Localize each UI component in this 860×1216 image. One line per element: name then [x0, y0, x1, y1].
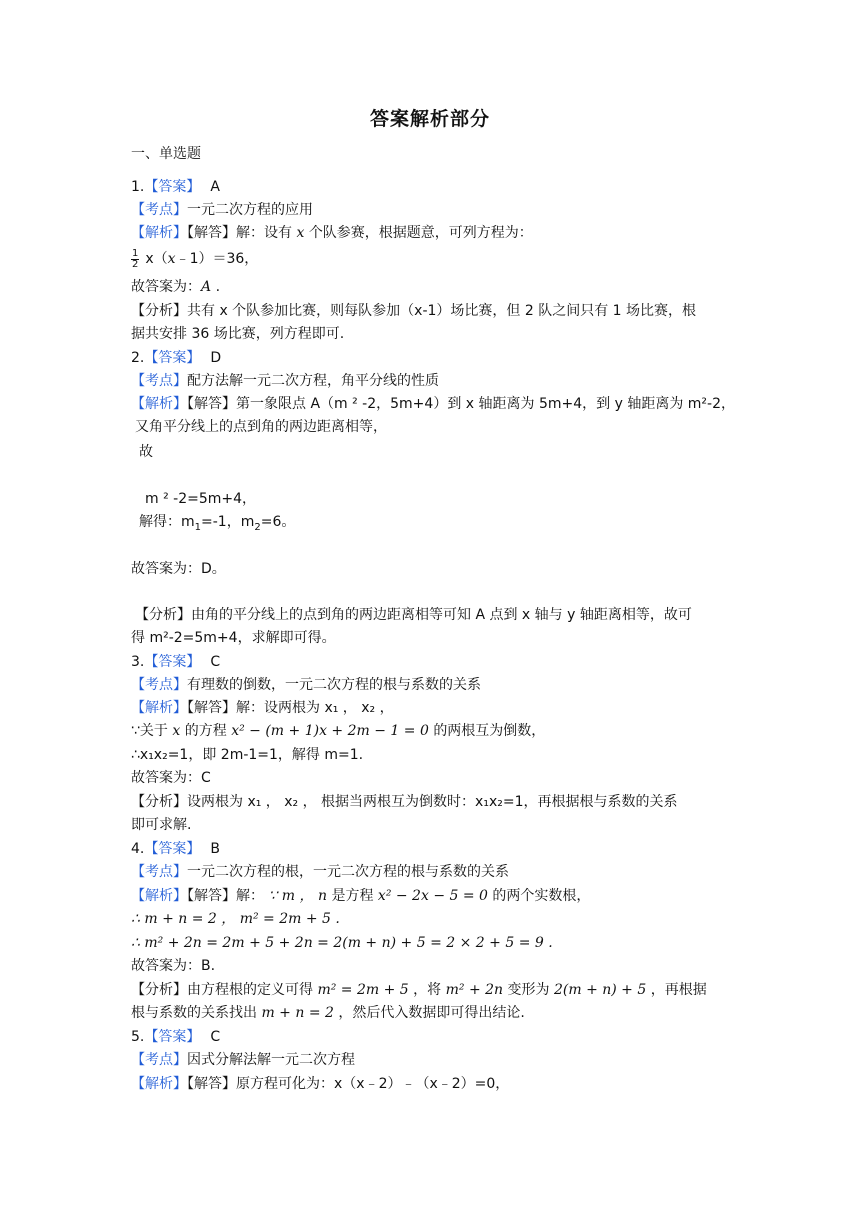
q4-final: 故答案为：B. — [131, 958, 216, 974]
q5-answer-line — [131, 1026, 220, 1048]
q2-reason-1: 由角的平分线上的点到角的两边距离相等可知 A 点到 x 轴与 y 轴距离相等，故可 — [191, 607, 692, 623]
q1-eq-a: x（ — [145, 251, 168, 267]
q4-reason-2b: ，然后代入数据即可得出结论. — [338, 1005, 525, 1021]
q1-point-line — [131, 199, 313, 221]
q2-reason-line-2: 得 m²-2=5m+4，求解即可得。 — [131, 630, 336, 646]
analysis-label: 【解析】 — [131, 1076, 187, 1092]
point-label: 【考点】 — [131, 1052, 187, 1068]
q2-sol-line-2: 又角平分线上的点到角的两边距离相等， — [135, 419, 387, 435]
q4-number: 4. — [131, 841, 145, 857]
q3-reason-line-2: 即可求解. — [131, 817, 192, 833]
q1-final-line — [131, 276, 220, 298]
q4-reason-eq1: m² = 2m + 5 — [317, 982, 409, 998]
point-label: 【考点】 — [131, 677, 187, 693]
q2-solution-line — [131, 393, 735, 415]
q1-eq-b: x — [167, 251, 176, 267]
q2-answer: D — [210, 350, 222, 366]
q2-point: 配方法解一元二次方程，角平分线的性质 — [187, 373, 439, 389]
q2-answer-line — [131, 347, 221, 369]
q2-res-sub1: 1 — [194, 521, 202, 533]
q3-sol-line-2 — [131, 720, 545, 742]
q3-sol2b: 的方程 — [184, 723, 227, 739]
q4-reason-1c: 变形为 — [507, 982, 550, 998]
solution-label: 【解答】 — [187, 700, 236, 716]
q4-solution-line — [131, 885, 590, 907]
q1-final-b: A — [201, 279, 212, 295]
q3-answer: C — [210, 654, 221, 670]
point-label: 【考点】 — [131, 373, 187, 389]
q2-result-line — [139, 511, 295, 533]
frac-denominator: 2 — [132, 258, 139, 270]
q4-sol1a: 解： — [236, 888, 264, 904]
q1-answer: A — [210, 179, 220, 195]
solution-label: 【解答】 — [187, 1076, 236, 1092]
solution-label: 【解答】 — [187, 396, 236, 412]
q4-answer: B — [210, 841, 220, 857]
q1-reason-line — [131, 300, 696, 322]
section-heading: 一、单选题 — [131, 146, 201, 162]
q3-answer-line — [131, 651, 220, 673]
q2-sol-line-3: 故 — [139, 444, 153, 460]
q1-number: 1. — [131, 179, 145, 195]
q5-answer: C — [210, 1029, 221, 1045]
page-title: 答案解析部分 — [369, 108, 490, 130]
answer-label: 【答案】 — [144, 1029, 201, 1045]
q4-point-line — [131, 861, 509, 883]
q4-reason-eq3: 2(m + n) + 5 — [553, 982, 647, 998]
q4-sol1c: 的两个实数根， — [492, 888, 591, 904]
analysis-label: 【解析】 — [131, 700, 187, 716]
answer-label: 【答案】 — [144, 841, 201, 857]
q2-sol-1: 第一象限点 A（m ² -2，5m+4）到 x 轴距离为 5m+4，到 y 轴距离为 m²-2， — [236, 396, 735, 412]
q4-reason-line-2 — [131, 1002, 525, 1024]
analysis-label: 【解析】 — [131, 396, 187, 412]
reason-label: 【分析】 — [131, 794, 187, 810]
q1-var: x — [296, 225, 305, 241]
q1-sol-text2: 个队参赛，根据题意，可列方程为： — [308, 225, 533, 241]
q2-reason-line — [135, 604, 692, 626]
q5-sol-1: 原方程可化为：x（x﹣2）﹣（x﹣2）=0， — [236, 1076, 510, 1092]
solution-label: 【解答】 — [187, 888, 236, 904]
q2-res-a: 解得：m — [139, 514, 195, 530]
q4-reason-1a: 由方程根的定义可得 — [187, 982, 313, 998]
q1-answer-line — [131, 176, 220, 198]
q1-solution-line — [131, 222, 533, 244]
q1-fraction — [131, 249, 139, 270]
q1-final-a: 故答案为： — [131, 279, 201, 295]
q4-reason-1d: ，再根据 — [650, 982, 707, 998]
analysis-label: 【解析】 — [131, 888, 187, 904]
q4-roots: ∵ m ， n — [268, 888, 328, 904]
q3-sol-1: 解：设两根为 x₁ ， x₂ ， — [236, 700, 394, 716]
reason-label: 【分析】 — [135, 607, 191, 623]
q3-sol-line-3: ∴x₁x₂=1，即 2m-1=1，解得 m=1. — [131, 747, 364, 763]
q2-equation: m ² -2=5m+4， — [145, 491, 257, 507]
point-label: 【考点】 — [131, 202, 187, 218]
q1-final-c: . — [211, 279, 221, 295]
q2-res-b: =-1，m — [201, 514, 255, 530]
q5-point-line — [131, 1049, 355, 1071]
q1-sol-text: 解：设有 — [236, 225, 292, 241]
solution-label: 【解答】 — [187, 225, 236, 241]
q1-reason-line-2: 据共安排 36 场比赛，列方程即可. — [131, 326, 345, 342]
q4-equation: x² − 2x − 5 = 0 — [377, 888, 488, 904]
reason-label: 【分析】 — [131, 982, 187, 998]
q4-reason-eq4: m + n = 2 — [261, 1005, 334, 1021]
q3-var: x — [172, 723, 181, 739]
q4-reason-line — [131, 979, 707, 1001]
answer-label: 【答案】 — [144, 350, 201, 366]
q5-number: 5. — [131, 1029, 145, 1045]
q1-eq-c: ﹣1）＝36， — [175, 251, 259, 267]
q1-point: 一元二次方程的应用 — [187, 202, 313, 218]
q4-reason-1b: ，将 — [413, 982, 442, 998]
frac-numerator: 1 — [132, 247, 139, 259]
q4-sol-line-2: ∴ m + n = 2 ， m² = 2m + 5 . — [131, 911, 340, 927]
q3-point: 有理数的倒数，一元二次方程的根与系数的关系 — [187, 677, 481, 693]
analysis-label: 【解析】 — [131, 225, 187, 241]
q3-solution-line — [131, 697, 394, 719]
q4-answer-line — [131, 838, 220, 860]
q3-sol2c: 的两根互为倒数， — [433, 723, 546, 739]
q3-sol2a: ∵关于 — [131, 723, 168, 739]
q4-point: 一元二次方程的根，一元二次方程的根与系数的关系 — [187, 864, 509, 880]
q3-final: 故答案为：C — [131, 770, 211, 786]
q2-number: 2. — [131, 350, 145, 366]
q5-solution-line — [131, 1073, 509, 1095]
q4-sol-line-3: ∴ m² + 2n = 2m + 5 + 2n = 2(m + n) + 5 = 2 × 2 + 5 = 9 . — [131, 935, 553, 951]
answer-label: 【答案】 — [144, 179, 201, 195]
q1-equation-line — [131, 245, 258, 273]
q4-sol1b: 是方程 — [331, 888, 374, 904]
q5-point: 因式分解法解一元二次方程 — [187, 1052, 355, 1068]
q4-reason-eq2: m² + 2n — [445, 982, 504, 998]
q4-reason-2a: 根与系数的关系找出 — [131, 1005, 257, 1021]
q3-equation: x² − (m + 1)x + 2m − 1 = 0 — [231, 723, 429, 739]
q2-res-sub2: 2 — [254, 521, 261, 533]
q3-reason-1: 设两根为 x₁ ， x₂ ， 根据当两根互为倒数时：x₁x₂=1，再根据根与系数的关系 — [187, 794, 678, 810]
answer-label: 【答案】 — [144, 654, 201, 670]
q2-final: 故答案为：D。 — [131, 561, 226, 577]
reason-label: 【分析】 — [131, 303, 187, 319]
q3-point-line — [131, 674, 481, 696]
q3-number: 3. — [131, 654, 145, 670]
q2-point-line — [131, 370, 439, 392]
point-label: 【考点】 — [131, 864, 187, 880]
q3-reason-line — [131, 791, 677, 813]
q2-res-c: =6。 — [260, 514, 296, 530]
q1-reason-1: 共有 x 个队参加比赛，则每队参加（x-1）场比赛，但 2 队之间只有 1 场比赛，根 — [187, 303, 697, 319]
